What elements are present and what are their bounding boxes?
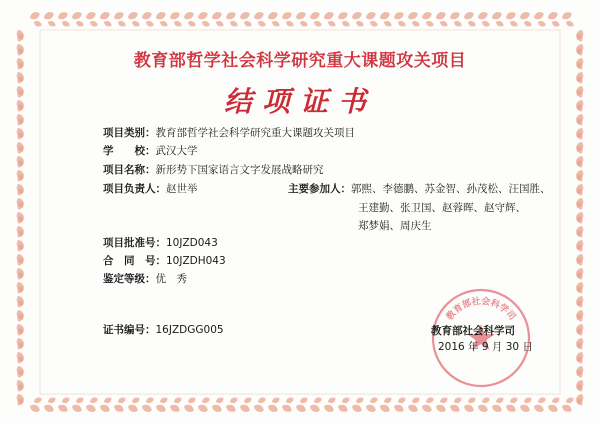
border-ornament [393,403,406,414]
category-value: 教育部哲学社会科学研究重大课题攻关项目 [155,127,355,139]
border-ornament [43,403,56,414]
border-ornament [257,20,267,28]
cert-number-row [103,322,224,337]
border-ornament [183,10,196,21]
contract-label: 合 同 号： [103,255,166,267]
border-ornament [309,10,322,21]
border-ornament [533,10,546,21]
project-name-value: 新形势下国家语言文字发展战略研究 [155,164,324,176]
border-ornament [421,10,434,21]
border-ornament [43,10,56,21]
border-ornament [379,10,392,21]
border-ornament [439,20,449,28]
border-ornament [271,20,281,28]
border-ornament [33,20,43,28]
border-ornament [99,403,112,414]
border-ornament [159,396,169,404]
category-row [103,125,355,140]
border-ornament [481,20,491,28]
border-ornament [145,396,155,404]
border-ornament [425,20,435,28]
border-ornament [243,20,253,28]
border-ornament [435,10,448,21]
border-ornament [397,396,407,404]
border-ornament [187,396,197,404]
border-ornament [449,403,462,414]
border-ornament [113,10,126,21]
border-ornament [523,20,533,28]
border-ornament [89,20,99,28]
border-ornament [131,396,141,404]
border-ornament [299,396,309,404]
border-ornament [505,10,518,21]
border-ornament [421,403,434,414]
border-ornament [337,403,350,414]
border-ornament [33,396,43,404]
border-ornament [397,20,407,28]
border-ornament [141,403,154,414]
border-ornament [75,20,85,28]
border-ornament [519,10,532,21]
border-ornament [551,396,561,404]
border-ornament [523,396,533,404]
border-ornament [477,10,490,21]
border-ornament [537,20,547,28]
official-seal [427,284,535,392]
border-ornament [131,20,141,28]
border-ornament [435,403,448,414]
border-ornament [551,20,561,28]
cert-number-value: 16JZDGG005 [155,324,224,336]
border-ornament [113,403,126,414]
border-ornament [355,396,365,404]
border-ornament [85,403,98,414]
participants-line-2: 王建勤、张卫国、赵蓉晖、赵守辉、 [358,202,526,214]
border-ornament [379,403,392,414]
border-ornament [491,403,504,414]
border-ornament [341,20,351,28]
border-ornament [411,396,421,404]
border-ornament [561,10,574,21]
school-value: 武汉大学 [155,145,198,157]
border-ornament [229,20,239,28]
border-ornament [411,20,421,28]
border-ornament [71,10,84,21]
border-ornament [173,396,183,404]
border-ornament [103,396,113,404]
border-ornament [425,396,435,404]
border-ornament [337,10,350,21]
approval-value: 10JZD043 [166,237,218,249]
border-ornament [187,20,197,28]
border-ornament [537,396,547,404]
grade-value: 优 秀 [155,273,187,285]
participants-label: 主要参加人： [288,183,351,195]
participants-line-1: 郭熙、李德鹏、苏金智、孙茂松、汪国胜、 [351,183,551,195]
project-name-label: 项目名称： [103,164,156,176]
border-ornament [99,10,112,21]
border-ornament [253,10,266,21]
border-ornament [495,20,505,28]
border-ornament [369,396,379,404]
border-ornament [197,403,210,414]
border-ornament [155,403,168,414]
participants-row [288,181,551,196]
border-ornament [323,10,336,21]
border-ornament [267,403,280,414]
border-ornament [201,20,211,28]
border-ornament [257,396,267,404]
border-ornament [145,20,155,28]
cert-number-label: 证书编号： [103,324,156,336]
border-ornament [295,403,308,414]
border-ornament [47,20,57,28]
border-ornament [561,403,574,414]
approval-label: 项目批准号： [103,237,166,249]
border-ornament [407,403,420,414]
border-ornament [505,403,518,414]
border-ornament [117,396,127,404]
border-ornament [29,403,42,414]
border-ornament [477,403,490,414]
border-ornament [547,403,560,414]
border-ornament [197,10,210,21]
border-ornament [355,20,365,28]
contract-value: 10JZDH043 [166,255,226,267]
border-ornament [71,403,84,414]
project-name-row [103,162,324,177]
border-ornament [365,10,378,21]
border-ornament [215,396,225,404]
border-ornament [323,403,336,414]
border-ornament [57,403,70,414]
border-ornament [467,20,477,28]
issue-date: 2016 年 9 月 30 日 [438,341,533,353]
border-ornament [141,10,154,21]
border-ornament [453,20,463,28]
border-ornament [169,403,182,414]
border-ornament [509,20,519,28]
border-ornament [327,396,337,404]
grade-row [103,271,187,286]
border-ornament [407,10,420,21]
border-ornament [547,10,560,21]
border-ornament [285,396,295,404]
border-ornament [117,20,127,28]
border-ornament [85,10,98,21]
grade-label: 鉴定等级： [103,273,156,285]
approval-row [103,235,218,250]
category-label: 项目类别： [103,127,156,139]
border-ornament [159,20,169,28]
border-ornament [211,10,224,21]
school-row [103,143,198,158]
border-ornament [481,396,491,404]
border-ornament [239,403,252,414]
border-ornament [491,10,504,21]
border-ornament [309,403,322,414]
border-ornament [253,403,266,414]
school-label: 学 校： [103,145,156,157]
border-ornament [519,403,532,414]
border-ornament [467,396,477,404]
leader-row [103,181,198,196]
border-ornament [225,10,238,21]
border-ornament [243,396,253,404]
border-ornament [449,10,462,21]
svg-text:教育部社会科学司: 教育部社会科学司 [445,296,517,323]
border-ornament [173,20,183,28]
border-ornament [281,403,294,414]
issuer-name: 教育部社会科学司 [431,325,515,337]
border-ornament [61,396,71,404]
border-ornament [295,10,308,21]
border-ornament [215,20,225,28]
border-ornament [155,10,168,21]
border-ornament [127,403,140,414]
border-ornament [453,396,463,404]
participants-line-3: 郑梦娟、周庆生 [358,220,432,232]
border-ornament [369,20,379,28]
border-ornament [383,396,393,404]
border-ornament [463,403,476,414]
border-ornament [201,396,211,404]
border-ornament [211,403,224,414]
certificate-subtitle: 结项证书 [223,85,376,118]
border-ornament [313,20,323,28]
border-ornament [351,10,364,21]
border-ornament [57,10,70,21]
border-ornament [29,10,42,21]
border-ornament [267,10,280,21]
border-ornament [61,20,71,28]
border-ornament [327,20,337,28]
border-ornament [495,396,505,404]
contract-row [103,253,226,268]
border-ornament [313,396,323,404]
border-ornament [383,20,393,28]
border-ornament [281,10,294,21]
border-ornament [393,10,406,21]
border-ornament [351,403,364,414]
border-ornament [365,403,378,414]
border-ornament [127,10,140,21]
leader-value: 赵世举 [166,183,198,195]
certificate-title: 教育部哲学社会科学研究重大课题攻关项目 [133,51,467,71]
border-ornament [271,396,281,404]
border-ornament [463,10,476,21]
border-ornament [75,396,85,404]
border-ornament [285,20,295,28]
border-ornament [565,20,575,28]
border-ornament [169,10,182,21]
border-ornament [229,396,239,404]
border-ornament [89,396,99,404]
border-ornament [509,396,519,404]
border-ornament [183,403,196,414]
border-ornament [103,20,113,28]
border-ornament [225,403,238,414]
border-ornament [341,396,351,404]
leader-label: 项目负责人： [103,183,166,195]
border-ornament [439,396,449,404]
border-ornament [299,20,309,28]
border-ornament [239,10,252,21]
border-ornament [565,396,575,404]
border-ornament [47,396,57,404]
border-ornament [533,403,546,414]
